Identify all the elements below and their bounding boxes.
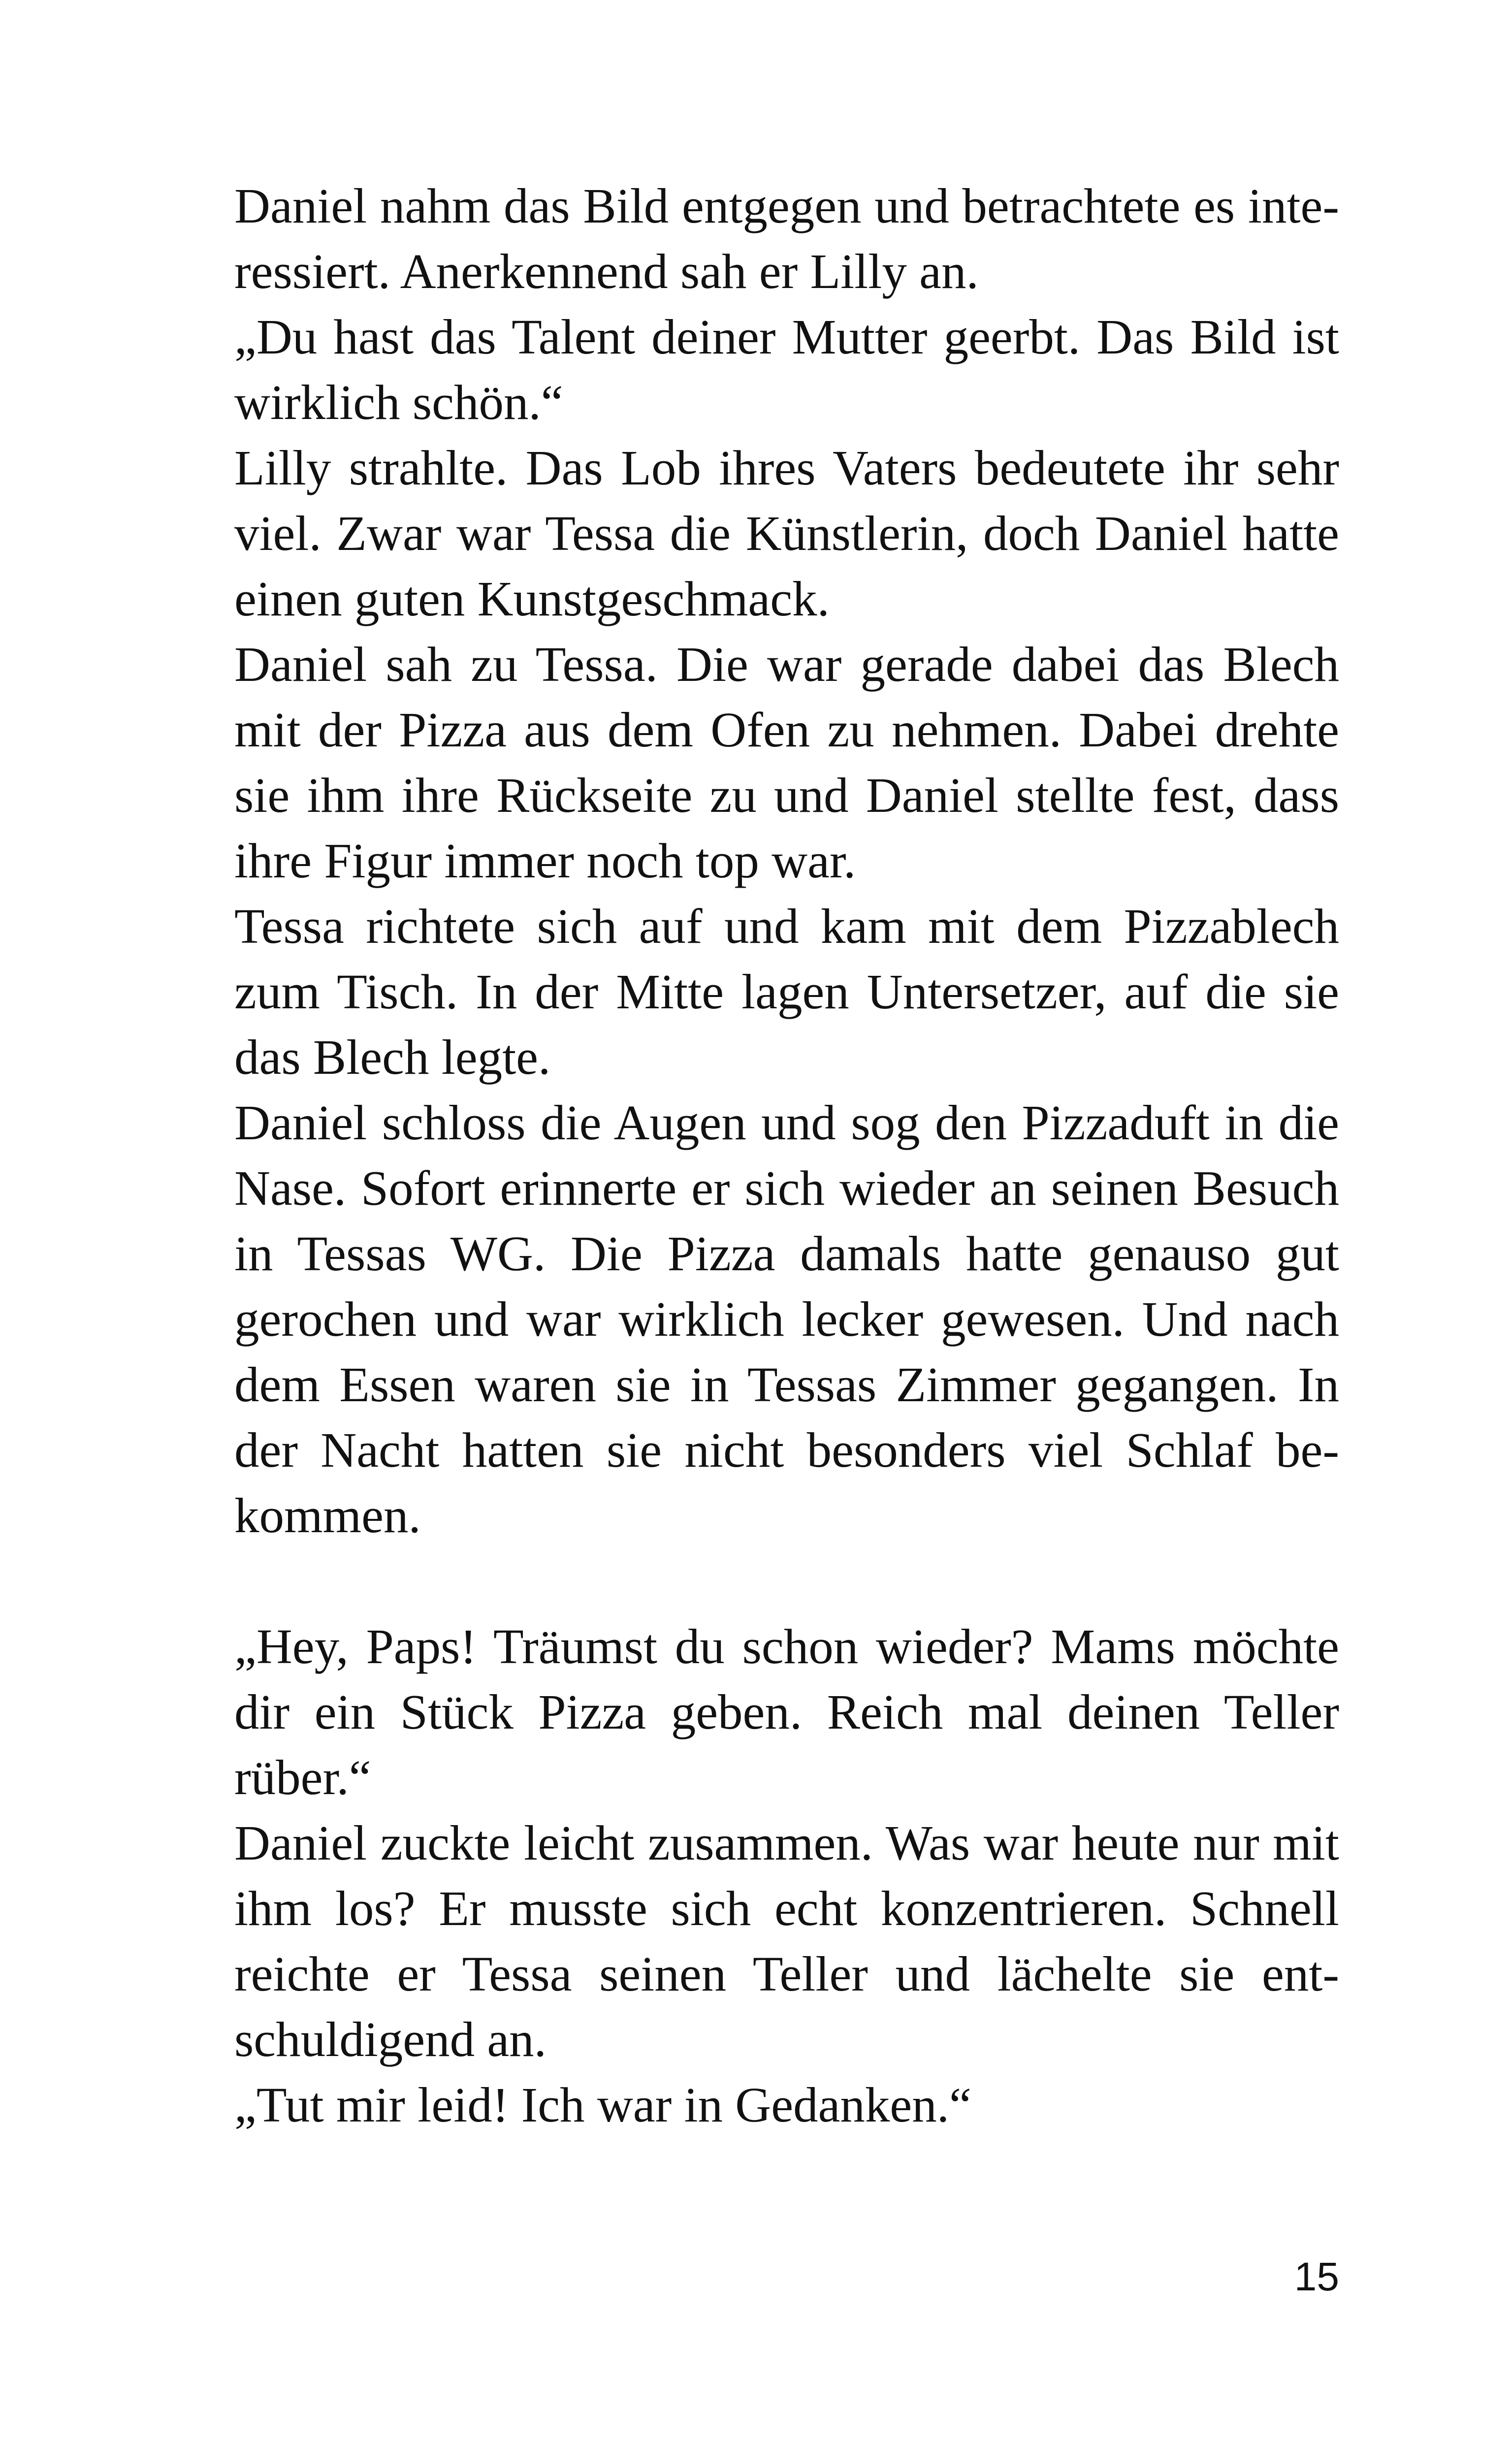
text-line: Nase. Sofort erinnerte er sich wieder an seinen Besuch xyxy=(234,1160,1339,1216)
text-line: reichte er Tessa seinen Teller und lächelte sie ent- xyxy=(234,1946,1339,2001)
page-number: 15 xyxy=(1294,2254,1339,2299)
text-line: gerochen und war wirklich lecker gewesen. Und nach xyxy=(234,1291,1339,1347)
text-line: kommen. xyxy=(234,1488,421,1543)
text-line: in Tessas WG. Die Pizza damals hatte genauso gut xyxy=(234,1226,1339,1281)
text-line: zum Tisch. In der Mitte lagen Untersetzer, auf die sie xyxy=(234,964,1339,1019)
text-line: ressiert. Anerkennend sah er Lilly an. xyxy=(234,244,979,299)
text-line: Daniel sah zu Tessa. Die war gerade dabei das Blech xyxy=(234,637,1339,692)
text-line: wirklich schön.“ xyxy=(234,375,563,430)
text-line: ihm los? Er musste sich echt konzentrieren. Schnell xyxy=(234,1881,1339,1936)
text-line: sie ihm ihre Rückseite zu und Daniel stellte fest, dass xyxy=(234,768,1339,823)
section-break xyxy=(234,1548,1339,1614)
text-line: Daniel zuckte leicht zusammen. Was war heute nur mit xyxy=(234,1815,1339,1870)
text-line: „Du hast das Talent deiner Mutter geerbt. Das Bild ist xyxy=(234,309,1339,364)
text-line: schuldigend an. xyxy=(234,2012,547,2067)
text-line: der Nacht hatten sie nicht besonders viel Schlaf be- xyxy=(234,1422,1339,1478)
text-line: das Blech legte. xyxy=(234,1029,551,1085)
text-line: Tessa richtete sich auf und kam mit dem Pizzablech xyxy=(234,899,1339,954)
text-line: Daniel nahm das Bild entgegen und betrachtete es inte- xyxy=(234,178,1339,233)
text-line: Daniel schloss die Augen und sog den Pizzaduft in die xyxy=(234,1095,1339,1150)
text-line: „Hey, Paps! Träumst du schon wieder? Mams möchte xyxy=(234,1619,1339,1674)
text-line: einen guten Kunstgeschmack. xyxy=(234,571,830,626)
text-line: dir ein Stück Pizza geben. Reich mal deinen Teller xyxy=(234,1684,1339,1739)
text-line: rüber.“ xyxy=(234,1750,371,1805)
text-line: ihre Figur immer noch top war. xyxy=(234,833,856,888)
text-line: viel. Zwar war Tessa die Künstlerin, doch Daniel hatte xyxy=(234,506,1339,561)
text-line: dem Essen waren sie in Tessas Zimmer gegangen. In xyxy=(234,1357,1339,1412)
body-text xyxy=(234,173,1339,2138)
text-line: Lilly strahlte. Das Lob ihres Vaters bedeutete ihr sehr xyxy=(234,440,1339,495)
text-line: „Tut mir leid! Ich war in Gedanken.“ xyxy=(234,2077,971,2132)
text-line: mit der Pizza aus dem Ofen zu nehmen. Dabei drehte xyxy=(234,702,1339,757)
